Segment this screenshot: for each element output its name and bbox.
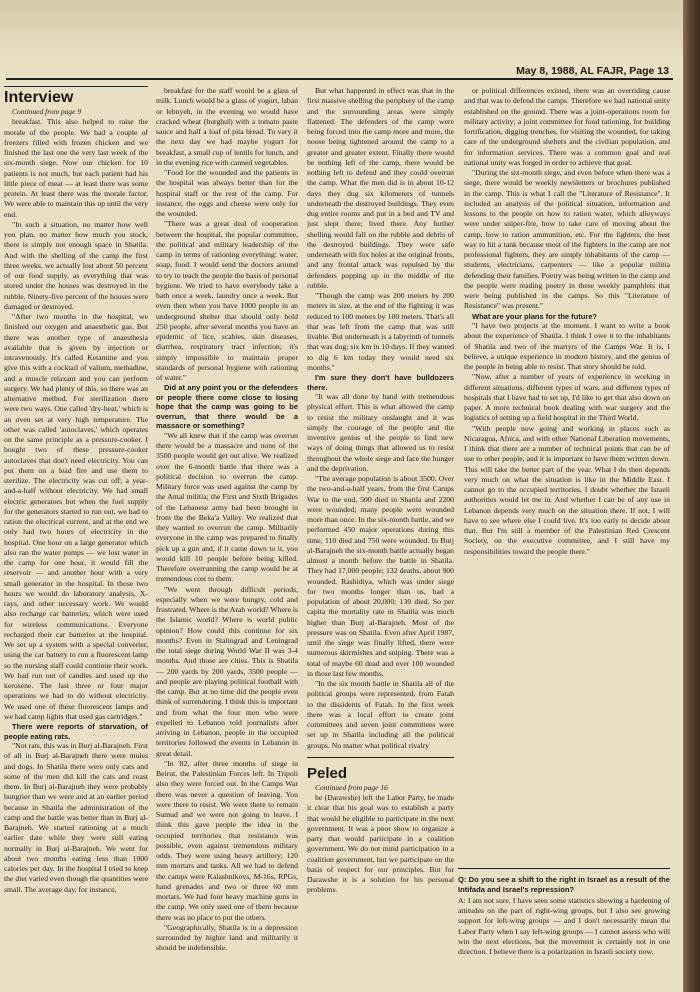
interview-headline: Interview — [4, 86, 148, 107]
question-future: What are your plans for the future? — [472, 311, 598, 321]
column-4 — [464, 86, 670, 861]
column-3 — [307, 86, 454, 976]
paragraph: "The average population is about 3500. Over the two-and-a-half years, from the first Camps War to the end, 500 died in Shatila and 2200 were wounded; many people were wounded more than once. In the six-month battle, and we performed 450 major operations during this time, 110 died and 750 were wounded. In Burj al-Barajneh the six-month battle actually began almost a month before the battle in Shatila. They had 17,000 people; 132 deaths, about 900 wounded. Rashidiya, which was under siege for two months longer than us, had a population of about 20,000; 130 died. So per capita the mortality rate in Shatila was much higher than Burj al-Barajneh. Most of the pressure was on Shatila. Even after April 1987, until the siege was finally lifted, there were numerous skirmishes and sniping. There was a total of maybe 60 dead and over 100 wounded in those last few months. — [307, 474, 454, 678]
col4-paragraphs — [464, 86, 670, 312]
paragraph: But what happened in effect was that in the first massive shelling the periphery of the camp and the surrounding areas were simply flattened. The defenders of the camp were being forced into the camp more and more, the noose being tightened around the camp to a greater and greater extent. Finally there would be nothing left of the camp, there would be nothing left to defend and they could overrun the camp. What the men did is in about 10-12 days they dug six kilometers of tunnels underneath the destroyed buildings. They even dug entire rooms and put in a bed and TV and just slept there; lived there. Any further shelling would fall on the rubble and debris of the destroyed buildings. They were safe underneath with fox holes at the original fronts, and any frontal attack was repulsed by the defenders popping up in the middle of the rubble. — [307, 86, 454, 290]
paragraph: "After two months in the hospital, we finished our oxygen and anaesthetic gas. But there was another type of anaesthesia available that is given by injection or intravenously. It's called Ketamine and you give this with a cocktail of valium, methadine, and a muscle relaxant and you can perform surgery. We had plenty of this, so there was an alternative method. For sterilization there were two ways. One called 'dry-heat,' which is an oven set at very high temperature. The other was called 'autoclaves,' which operates on the same principle as a pressure-cooker. I bought two of these pressure-cooker autoclaves that don't need electricity. You can put them on a lead fire and use them to sterilize. The electricity was cut off; a year-and-a-half without electricity. We had small electric generators but when the fuel supply for the generators started to run out, we had to ration the electrical current, and at the end we only had two hours of electricity in the hospital. One hour on a large generator which also ran the water pumps — we lost water in the camp for one hour, it would fill the reservoir — and another hour with a very small generator in the hospital. In those two hours we would do laboratory analysis, X-rays, and other necessary work. We would also recharge car batteries, which were used for wireless communications. Everyone recharged their car batteries at the hospital. We set up a system with a special converter, using the car battery to run a fluorescent lamp so the nursing staff could continue their work. We had run out of candles and used up the kerosene. The last three or four major operations we had to do without electricity. We used one of these fluorescent lamps and we had camp lights that used gas cartridges." — [4, 312, 148, 721]
peled-paragraphs — [307, 793, 454, 896]
col2b-paragraphs — [156, 431, 298, 954]
col3-paragraphs — [307, 86, 454, 373]
paragraph: "In the six month battle in Shatila all of the political groups were represented, from Fatah to the dissidents of Fatah. In the first week there was a local effort to create joint committees and seven joint committees were set up in Shatila including all the political groups. No matter what political rivalry — [307, 679, 454, 750]
col1-paragraphs — [4, 117, 148, 722]
paragraph: "During the six-month siege, and even before when there was a siege, there would be weekly newsletters or brochures published in the camp. This is what I call the "Literature of Resistance". It included an analysis of the political situation, information and lessons to the people on how to ration water, which alleyways were under sniper-fire, how to take care of moving about the camp, how to ration ammunition, etc. For the fighters, the best way to hit a tank because most of the fighters in the camp are not professional fighters, they are simply inhabitants of the camp — students, electricians, carpenters — like a popular militia defending their families. Poetry was being written in the camp and the people were reading poetry in these weekly pamphlets that were being published in the camps. So this "Literature of Resistance" was present." — [464, 168, 670, 311]
col2-paragraphs — [156, 86, 298, 383]
column-2 — [156, 86, 298, 976]
peled-answer: A: I am not sure. I have seen some statistics showing a hardening of attitudes on the part of right-wing groups, but I also see growing support for left-wing groups — and I don't necessarily mean the Labor Party when I say left-wing groups — I cannot assess who will win the next elections, but the movement is certainly not in one direction. I believe there is a polarization in Israeli society now. — [458, 896, 670, 957]
question-hope: Did at any point you or the defenders or people there come close to losing hope that the camp was going to be overrun, that there would be a massacre or something? — [156, 383, 298, 431]
col1b-paragraphs — [4, 741, 148, 895]
paragraph: "Geographically, Shatila is in a depression surrounded by higher land and militarily it should be indefensible. — [156, 922, 298, 953]
peled-qa-rule — [458, 868, 670, 869]
peled-continued: Continued from page 16 — [315, 782, 388, 792]
paragraph: breakfast for the staff would be a glass of milk. Lunch would be a glass of yogurt, laban or lebnyeh, in the evening we would have cracked wheat (burghul) with a tomato paste sauce and half a loaf of pita bread. To vary it the next day we had maybe yogurt for breakfast, a small cup of lentils for lunch, and in the evening rice with canned vegetables. — [156, 86, 298, 167]
col3b-paragraphs — [307, 392, 454, 751]
paragraph: "There was a great deal of cooperation between the hospital, the popular committee, the political and military leadership of the camp in terms of rationing everything: water, soap, food. I would send the doctors around to try to teach the people the basis of personal hygiene. We tried to have everybody take a bath once a week, laundry once a week. But even then when you have 1000 people in an underground shelter that should only hold 250 people, after several months you have an epidemic of lice, scabies, skin diseases, diarrhea, respiratory tract infection; it's simply impossible to maintain proper standards of personal hygiene with rationing of water." — [156, 219, 298, 382]
page-top-margin — [0, 0, 683, 56]
paragraph: "With people now going and working in places such as Nicaragua, Africa, and with other National Liberation movements, I think that there are a number of technical points that can be of use to other people, and it is important to have them written down. This will take the better part of the year. What I do then depends very much on what the situation is like in the Middle East. I cannot go to the occupied territories, I doubt whether the Israeli authorities would let me in. And whether I can be of any use in Lebanon depends very much on the situation there. If not, I will have to see where else I could live. It's too early to decide about that. But I'm still a member of the Palestinian Red Crescent Society, on the executive committee, and I still have my responsibilities toward the people there." — [464, 423, 670, 556]
paragraph: "Now, after a number of years of experience in working in different situations, different types of wars, and different types of hospitals that I have had to set up, I'd like to get that also down on paper. A more technical book dealing with war surgery and the logistics of setting up a field hospital in the Third World. — [464, 372, 670, 423]
page-folio: May 8, 1988, AL FAJR, Page 13 — [516, 65, 669, 77]
paragraph: "We all knew that if the camp was overrun there would be a massacre and none of the 3500 people would get out alive. We realized over the 6-month battle that there was a political decision to overrun the camp. Military force was used against the camp by the Amal militia; the First and Sixth Brigades of the Lebanese army had been brought in from the the Beka'a Valley. We realized that they wanted to overrun the camp. Militarily everyone in the camp was prepared to finally pick up a gun and, if it came down to it, you would kill 10 people before being killed. Therefore overrunning the camp would be at tremendous cost to them. — [156, 430, 298, 584]
paragraph: "Food for the wounded and the patients in the hospital was always better than for the hospital staff or the rest of the camp. For instance, the eggs and cheese were only for the wounded. — [156, 168, 298, 218]
paragraph: "We went through difficult periods, especially when we were hungry, cold and frustrated. Where is the Arab world? Where is the Islamic world? Where is world public opinion? How could this continue for six months? Even in Stalingrad and Leningrad the total siege during World War II was 3-4 months. And those are cities. This is Shatila — 200 yards by 200 yards, 3500 people — and people are playing political football with the camp. But at no time did the people even think of surrendering. I think this is important and from what the four men who were expelled to Lebanon told journalists after arriving in Lebanon, people in the occupied territories followed the events in Lebanon in great detail. — [156, 584, 298, 758]
column-1 — [4, 86, 148, 976]
paragraph: "It was all done by hand with tremendous physical effort. This is what allowed the camp to resist the military onslaught and it was simply the courage of the people and the inventive genius of the people to find new ways of doing things that allowed us to resist throughout the whole siege and face the hunger and the deprivation. — [307, 392, 454, 473]
paragraph: "I have two projects at the moment. I want to write a book about the experience of Shatila. I think I owe it to the inhabitants of Shatila and two of the martyrs of the Camps War. It is, I believe, a unique experience in modern history, and the genius of the people in being able to resist. That story should be told. — [464, 321, 670, 371]
top-rule — [6, 78, 673, 80]
paragraph: or political differences existed, there was an overriding cause and that was to defend the camps. Therefore we had national unity established on the ground. There was a joint-operations room for military activity; a joint committee for food rationing, for building fortification, digging trenches, for visiting the wounded, for taking care of the underground shelters and the civilian population, and for information services. There was a common goal and real national unity was forged in order to achieve that goal. — [464, 86, 670, 167]
col4b-paragraphs — [464, 321, 670, 557]
article-separator — [307, 757, 454, 758]
interview-continued: Continued from page 9 — [12, 107, 82, 116]
paragraph: "In such a situation, no matter how well you plan, no matter how much you stock, there is simply not enough space in Shatila. And with the shelling of the camp the first three weeks, we actually lost about 50 percent of our food supply, as everything that was stored under the houses was destroyed in the rubble. Ninety-five percent of the houses were damaged or destroyed. — [4, 219, 148, 311]
paragraph: breakfast. This also helped to raise the morale of the people. We had a couple of freezers filled with frozen chicken and we finished the last one the very last week of the six-month siege. Now our chicken for 10 patients is not much, but each patient had his little piece of meat — at least there was some protein. At least there was the morale factor. We were able to maintain this up until the very end. — [4, 117, 148, 219]
paragraph: "In '82, after three months of siege in Beirut, the Palestinian Forces left. In Tripoli also they were forced out. In the Camps War there was never a question of leaving. You were there to resist. We were there to remain Sumud and we were not going to leave. I think this gave people the idea in the occupied territories that resistance was possible, even against tremendous military odds. They were using heavy artillery; 120 mm mortars and tanks. All we had to defend the camps were Kalashnikovs, M-16s, RPGs, hand grenades and two or three 60 mm mortars. We had four heavy machine guns in the camp. We only used one of them because there was no place to put the others. — [156, 758, 298, 922]
question-starvation: There were reports of starvation, of people eating rats. — [4, 722, 148, 741]
peled-question: Q: Do you see a shift to the right in Israel as a result of the Intifada and Israel's repression? — [458, 875, 670, 894]
paragraph: "Though the camp was 200 meters by 200 meters in size, at the end of the fighting it was reduced to 100 meters by 100 meters. That's all that was left from the camp that was still livable. But underneath is a labyrinth of tunnels that was dug; six km in 10 days. If they wanted to dig 6 km today they would need six months." — [307, 291, 454, 372]
peled-qa — [458, 872, 670, 982]
question-bulldozers: I'm sure they don't have bulldozers there. — [307, 373, 454, 392]
peled-headline: Peled — [307, 764, 348, 782]
paragraph: he (Darawshe) left the Labor Party, he made it clear that his goal was to establish a party that would be eligible to participate in the next government. It was a poor show to organize a party that would participate in a coalition government. We do not mind participation in a coalition government, but we participate on the basis of respect for our principles. But for Darawshe it is a solution for his personal problems. — [307, 793, 454, 895]
paragraph: "Not rats, this was in Burj al-Barajneh. First of all in Burj al-Barajneh there were mules and dogs. In Shatila there were only cats and some of the men did kill the cats and roast them. In Burj al-Barajneh they were probably hungrier than we were and at an earlier period because in Shatila the administration of the camp and the battle was better than in Burj al-Barajneh. We started rationing at a much earlier date while they were still eating normally in Burj al-Barajneh. We went for about two months eating less than 1000 calories per day. In the hospital I tried to keep the diet varied even though the quantities were small. The average day, for instance, — [4, 741, 148, 894]
page-binding — [683, 0, 700, 992]
